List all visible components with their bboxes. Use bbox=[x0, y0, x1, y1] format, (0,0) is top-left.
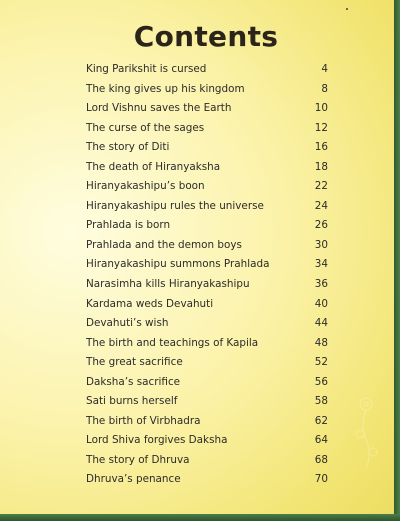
toc-entry-page-number: 4 bbox=[321, 63, 328, 75]
toc-entry-page-number: 40 bbox=[314, 297, 328, 310]
toc-entry-page-number: 16 bbox=[314, 141, 328, 154]
toc-entry bbox=[86, 60, 328, 80]
toc-entry-page-number: 62 bbox=[314, 414, 328, 427]
toc-entry bbox=[86, 275, 328, 295]
book-cover-edge-right bbox=[394, 0, 400, 521]
toc-entry bbox=[86, 431, 328, 451]
toc-entry-page-number: 56 bbox=[314, 375, 328, 388]
toc-entry-title: King Parikshit is cursed bbox=[86, 63, 207, 75]
toc-entry bbox=[86, 197, 328, 217]
toc-entry bbox=[86, 80, 328, 100]
toc-entry-title: Kardama weds Devahuti bbox=[86, 297, 214, 310]
toc-entry bbox=[86, 451, 328, 471]
toc-entry-page-number: 70 bbox=[314, 473, 328, 486]
toc-entry bbox=[86, 314, 328, 334]
toc-entry-title: The birth of Virbhadra bbox=[86, 414, 201, 427]
toc-entry bbox=[86, 412, 328, 432]
toc-entry-page-number: 26 bbox=[314, 219, 328, 232]
toc-entry-page-number: 24 bbox=[314, 199, 328, 212]
toc-entry-page-number: 52 bbox=[314, 356, 328, 369]
toc-entry-page-number: 22 bbox=[314, 180, 328, 193]
toc-entry bbox=[86, 138, 328, 158]
toc-entry-title: Hiranyakashipu rules the universe bbox=[86, 199, 264, 212]
book-cover-edge-bottom bbox=[0, 514, 400, 521]
toc-entry-page-number: 8 bbox=[321, 82, 328, 95]
toc-entry bbox=[86, 470, 328, 490]
toc-entry bbox=[86, 158, 328, 178]
floral-ornament-icon bbox=[346, 384, 386, 474]
toc-entry-title: Prahlada is born bbox=[86, 219, 171, 232]
toc-entry bbox=[86, 353, 328, 373]
toc-entry-page-number: 48 bbox=[314, 336, 328, 349]
toc-entry bbox=[86, 119, 328, 139]
toc-entry-title: The death of Hiranyaksha bbox=[86, 160, 221, 173]
toc-entry-page-number: 34 bbox=[314, 258, 328, 271]
ink-speck bbox=[346, 8, 348, 10]
toc-entry-page-number: 30 bbox=[314, 238, 328, 251]
table-of-contents bbox=[86, 60, 328, 490]
toc-entry-title: The king gives up his kingdom bbox=[86, 82, 245, 95]
toc-entry-page-number: 12 bbox=[314, 121, 328, 134]
toc-entry bbox=[86, 255, 328, 275]
toc-entry-page-number: 64 bbox=[314, 434, 328, 447]
toc-entry-title: Devahuti’s wish bbox=[86, 317, 169, 330]
toc-entry-title: The story of Dhruva bbox=[86, 453, 190, 466]
toc-entry-page-number: 44 bbox=[314, 317, 328, 330]
toc-entry-title: Dhruva’s penance bbox=[86, 473, 181, 486]
toc-entry bbox=[86, 236, 328, 256]
toc-entry bbox=[86, 334, 328, 354]
toc-entry bbox=[86, 177, 328, 197]
toc-entry-page-number: 10 bbox=[314, 102, 328, 115]
toc-entry bbox=[86, 99, 328, 119]
toc-entry-title: Hiranyakashipu summons Prahlada bbox=[86, 258, 270, 271]
toc-entry-title: Narasimha kills Hiranyakashipu bbox=[86, 278, 250, 291]
toc-entry-title: Lord Vishnu saves the Earth bbox=[86, 102, 232, 115]
toc-entry-page-number: 36 bbox=[314, 278, 328, 291]
toc-entry-title: The curse of the sages bbox=[86, 121, 205, 134]
toc-entry-title: Lord Shiva forgives Daksha bbox=[86, 434, 228, 447]
toc-entry bbox=[86, 392, 328, 412]
toc-entry-page-number: 58 bbox=[314, 395, 328, 408]
toc-entry-title: Prahlada and the demon boys bbox=[86, 238, 242, 251]
page-title: Contents bbox=[133, 20, 279, 53]
toc-entry-title: The story of Diti bbox=[86, 141, 170, 154]
toc-entry-page-number: 18 bbox=[314, 160, 328, 173]
toc-entry-title: Sati burns herself bbox=[86, 395, 178, 408]
toc-entry-title: The great sacrifice bbox=[86, 356, 183, 369]
toc-entry bbox=[86, 295, 328, 315]
toc-entry-title: Hiranyakashipu’s boon bbox=[86, 180, 205, 193]
toc-entry bbox=[86, 216, 328, 236]
toc-entry-title: The birth and teachings of Kapila bbox=[86, 336, 259, 349]
toc-entry bbox=[86, 373, 328, 393]
toc-entry-title: Daksha’s sacrifice bbox=[86, 375, 181, 388]
toc-entry-page-number: 68 bbox=[314, 453, 328, 466]
